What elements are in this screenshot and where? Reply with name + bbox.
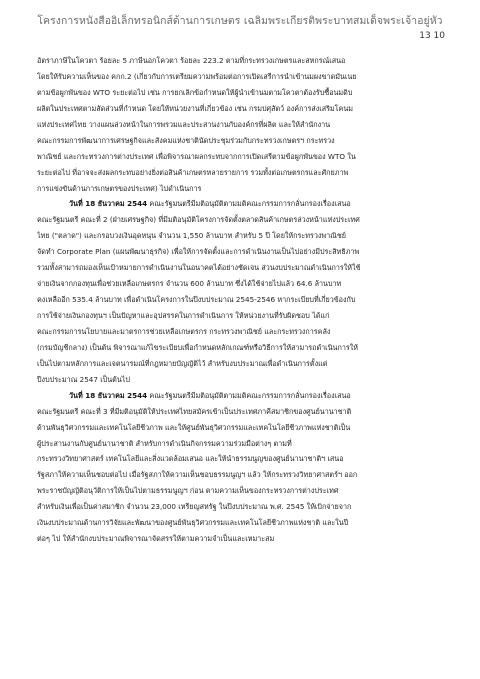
text-line: จัดทำ Corporate Plan (แผนพัฒนาธุรกิจ) เพื่อให้การจัดตั้งและการดำเนินงานเป็นไปอย่างมีประสิทธิภาพ	[37, 247, 360, 257]
text-line: ผลิตในประเทศตามสัดส่วนที่กำหนด โดยให้หน่วยงานที่เกี่ยวข้อง เช่น กรมปศุสัตว์ องค์การส่งเสริมโคนม	[37, 103, 353, 113]
text-span: คณะรัฐมนตรีมีมติอนุมัติตามมติคณะกรรมการกลั่นกรองเรื่องเสนอ	[147, 390, 351, 400]
paragraph-first-line	[37, 388, 449, 404]
text-line: ด้านพันธุวิศวกรรมและเทคโนโลยีชีวภาพ และให้ศูนย์พันธุวิศวกรรมและเทคโนโลยีชีวภาพแห่งชาติเป็น	[37, 422, 351, 432]
text-line: คณะรัฐมนตรี คณะที่ 3 ที่มีมติอนุมัติให้ประเทศไทยสมัครเข้าเป็นประเทศภาคีสมาชิกของศูนย์นานาชาติ	[37, 406, 352, 416]
text-line: พระราชบัญญัติอนุวัติการให้เป็นไปตามธรรมนูญฯ ก่อน ตามความเห็นของกระทรวงการต่างประเทศ	[37, 486, 339, 496]
page-number: 13 10	[419, 31, 445, 41]
text-span: คณะรัฐมนตรีมีมติอนุมัติตามมติคณะกรรมการกลั่นกรองเรื่องเสนอ	[147, 199, 351, 209]
paragraph-3	[37, 388, 449, 547]
text-line: อัตราภาษีในโควตา ร้อยละ 5 ภาษีนอกโควตา ร้อยละ 223.2 ตามที่กระทรวงเกษตรและสหกรณ์เสนอ	[37, 56, 346, 65]
resolution-date: วันที่ 18 ธันวาคม 2544	[69, 390, 148, 400]
text-line: ไทย ("ตลาด") และกรอบวงเงินอุดหนุน จำนวน 1,550 ล้านบาท สำหรับ 5 ปี โดยให้กระทรวงพาณิชย์	[37, 231, 346, 241]
text-line: การแข่งขันด้านการเกษตรของประเทศ) ไปดำเนินการ	[37, 183, 202, 193]
text-line: พาณิชย์ และกระทรวงการต่างประเทศ เพื่อพิจารณาผลกระทบจากการเปิดเสรีตามข้อผูกพันของ WTO ใน	[37, 151, 356, 161]
text-line: คณะกรรมการนโยบายและมาตรการช่วยเหลือเกษตรกร กระทรวงพาณิชย์ และกระทรวงการคลัง	[37, 326, 331, 336]
text-line: กระทรวงวิทยาศาสตร์ เทคโนโลยีและสิ่งแวดล้อมเสนอ และให้นำธรรมนูญของศูนย์นานาชาติฯ เสนอ	[37, 454, 344, 464]
paragraph-1	[37, 53, 449, 196]
text-line: ตามข้อผูกพันของ WTO ระยะต่อไป เช่น การยกเลิกข้อกำหนดให้ผู้นำเข้านมตามโควตาต้องรับซื้อนมดิบ	[37, 87, 353, 97]
document-body	[37, 53, 449, 547]
paragraph-first-line	[37, 196, 449, 212]
text-line: ปีงบประมาณ 2547 เป็นต้นไป	[37, 374, 130, 384]
text-line: รัฐสภาให้ความเห็นชอบต่อไป เมื่อรัฐสภาให้ความเห็นชอบธรรมนูญฯ แล้ว ให้กระทรวงวิทยาศาสตร์ฯ ออก	[37, 470, 358, 480]
text-line: คงเหลืออีก 535.4 ล้านบาท เพื่อดำเนินโครงการในปีงบประมาณ 2545-2546 หากระเบียบที่เกี่ยวข้องกับ	[37, 295, 356, 305]
page-header: โครงการหนังสืออิเล็กทรอนิกส์ด้านการเกษตร เฉลิมพระเกียรติพระบาทสมเด็จพระเจ้าอยู่หัว	[37, 15, 443, 27]
text-line: ต่อๆ ไป ให้สำนักงบประมาณพิจารณาจัดสรรให้ตามความจำเป็นและเหมาะสม	[37, 534, 275, 544]
text-line: คณะรัฐมนตรี คณะที่ 2 (ฝ่ายเศรษฐกิจ) ที่มีมติอนุมัติโครงการจัดตั้งตลาดสินค้าเกษตรล่วงหน้าแห่งประเทศ	[37, 215, 360, 225]
text-line: สำหรับเงินเพื่อเป็นค่าสมาชิก จำนวน 23,000 เหรียญสหรัฐ ในปีงบประมาณ พ.ศ. 2545 ให้เบิกจ่ายจาก	[37, 502, 352, 512]
text-line: ผู้ประสานงานกับศูนย์นานาชาติ สำหรับการดำเนินกิจกรรมความร่วมมือต่างๆ ตามที่	[37, 438, 292, 448]
text-line: การใช้จ่ายเงินกองทุนฯ เป็นปัญหาและอุปสรรคในการดำเนินการ ให้หน่วยงานที่รับผิดชอบ ได้แก่	[37, 311, 330, 320]
paragraph-2	[37, 196, 449, 387]
resolution-date: วันที่ 18 ธันวาคม 2544	[69, 199, 148, 209]
text-line: แห่งประเทศไทย วางแผนล่วงหน้าในการพรวมและประสานงานกับองค์กรที่ผลิต และให้สำนักงาน	[37, 119, 331, 129]
text-line: เงินงบประมาณด้านการวิจัยและพัฒนาของศูนย์พันธุวิศวกรรมและเทคโนโลยีชีวภาพแห่งชาติ และในปี	[37, 518, 349, 528]
text-line: จ่ายเงินจากกองทุนเพื่อช่วยเหลือเกษตรกร จำนวน 600 ล้านบาท ซึ่งได้ใช้จ่ายไปแล้ว 64.6 ล้านบาท	[37, 279, 342, 289]
text-line: รวมทั้งสามารถมองเห็นเป้าหมายการดำเนินงานในอนาคตได้อย่างชัดเจน ส่วนงบประมาณดำเนินการให้ใช้	[37, 263, 361, 273]
text-line: เป็นไปตามหลักการและเจตนารมณ์ที่กฎหมายบัญญัติไว้ สำหรับงบประมาณเพื่อดำเนินการตั้งแต่	[37, 358, 328, 368]
text-line: ระยะต่อไป ที่อาจจะส่งผลกระทบอย่างยิ่งต่อสินค้าเกษตรหลายรายการ รวมทั้งต่อเกษตรกรและศักยภาพ	[37, 167, 349, 177]
text-line: โดยให้รับความเห็นของ คกก.2 (เกี่ยวกับการเตรียมความพร้อมต่อการเปิดเสรีการนำเข้านมผงขาดมันเนย	[37, 71, 357, 81]
text-line: (กรมบัญชีกลาง) เป็นต้น พิจารณาแก้ไขระเบียบเพื่อกำหนดหลักเกณฑ์หรือวิธีการให้สามารถดำเนินการให้	[37, 342, 358, 352]
text-line: คณะกรรมการพัฒนาการเศรษฐกิจและสังคมแห่งชาตินัดประชุมร่วมกับกระทรวงเกษตรฯ กระทรวง	[37, 135, 335, 145]
